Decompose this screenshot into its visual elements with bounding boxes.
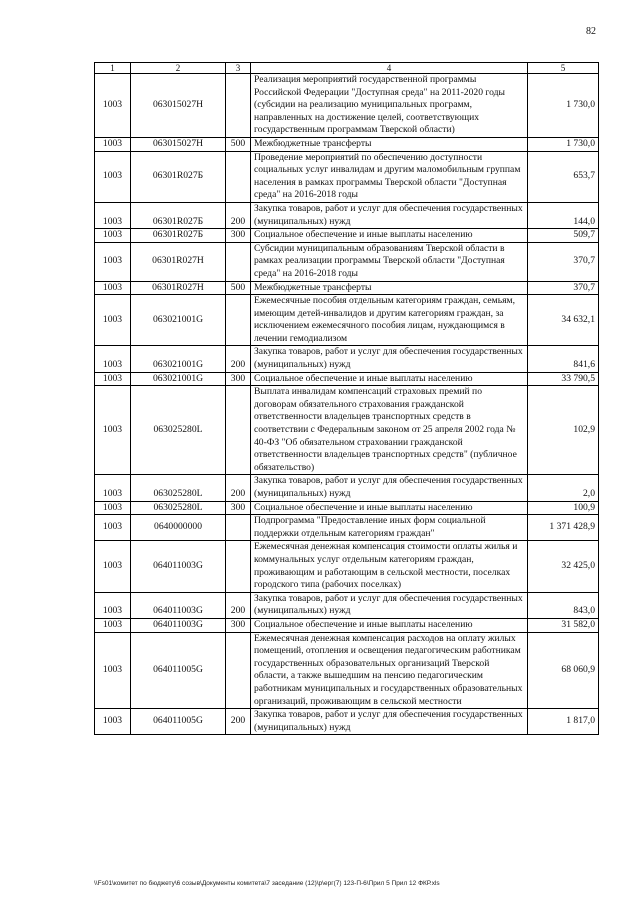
target-article-code: 06301R027Б [131, 202, 226, 228]
expense-amount: 31 582,0 [528, 618, 599, 632]
expense-description: Социальное обеспечение и иные выплаты населению [251, 618, 528, 632]
target-article-code: 064011003G [131, 592, 226, 618]
section-code: 1003 [95, 202, 131, 228]
section-code: 1003 [95, 618, 131, 632]
section-code: 1003 [95, 151, 131, 202]
table-row [95, 229, 599, 243]
expense-type-code [226, 541, 251, 592]
expense-type-code [226, 151, 251, 202]
target-article-code: 063021001G [131, 346, 226, 372]
expense-type-code [226, 386, 251, 475]
expense-description: Закупка товаров, работ и услуг для обеспечения государственных (муниципальных) нужд [251, 592, 528, 618]
expense-type-code [226, 74, 251, 138]
expense-type-code: 300 [226, 372, 251, 386]
expense-description: Выплата инвалидам компенсаций страховых премий по договорам обязательного страхования гражданской ответственности владельцев транспортных средств в соответствии с Федеральным законом от 25 апреля 2002 года № 40-ФЗ "Об обязательном страховании гражданской ответственности владельцев транспортных средств" (публичное обязательство) [251, 386, 528, 475]
expense-type-code [226, 242, 251, 281]
table-row [95, 501, 599, 515]
page-number: 82 [586, 26, 596, 37]
table-row [95, 137, 599, 151]
column-header: 4 [251, 63, 528, 74]
section-code: 1003 [95, 386, 131, 475]
expense-description: Закупка товаров, работ и услуг для обеспечения государственных (муниципальных) нужд [251, 475, 528, 501]
column-header: 3 [226, 63, 251, 74]
expense-amount: 68 060,9 [528, 632, 599, 709]
expense-description: Социальное обеспечение и иные выплаты населению [251, 229, 528, 243]
section-code: 1003 [95, 372, 131, 386]
section-code: 1003 [95, 281, 131, 295]
table-row [95, 632, 599, 709]
expense-description: Межбюджетные трансферты [251, 281, 528, 295]
budget-table [94, 62, 599, 735]
table-header-row [95, 63, 599, 74]
column-header: 5 [528, 63, 599, 74]
table-row [95, 295, 599, 346]
target-article-code: 063025280L [131, 386, 226, 475]
target-article-code: 063015027Н [131, 137, 226, 151]
target-article-code: 06301R027Н [131, 242, 226, 281]
expense-amount: 370,7 [528, 242, 599, 281]
expense-type-code [226, 515, 251, 541]
expense-description: Ежемесячная денежная компенсация стоимости оплаты жилья и коммунальных услуг отдельным категориям граждан, проживающим и работающим в сельской местности, поселках городского типа (рабочих поселках) [251, 541, 528, 592]
target-article-code: 063025280L [131, 475, 226, 501]
expense-amount: 100,9 [528, 501, 599, 515]
expense-type-code: 300 [226, 618, 251, 632]
section-code: 1003 [95, 295, 131, 346]
expense-amount: 653,7 [528, 151, 599, 202]
column-header: 1 [95, 63, 131, 74]
expense-amount: 144,0 [528, 202, 599, 228]
section-code: 1003 [95, 346, 131, 372]
table-row [95, 541, 599, 592]
target-article-code: 0640000000 [131, 515, 226, 541]
target-article-code: 063015027Н [131, 74, 226, 138]
expense-amount: 1 730,0 [528, 74, 599, 138]
table-row [95, 592, 599, 618]
section-code: 1003 [95, 709, 131, 735]
target-article-code: 06301R027Б [131, 151, 226, 202]
table-row [95, 346, 599, 372]
expense-type-code: 200 [226, 592, 251, 618]
target-article-code: 064011005G [131, 709, 226, 735]
table-row [95, 74, 599, 138]
section-code: 1003 [95, 74, 131, 138]
table-row [95, 281, 599, 295]
expense-description: Ежемесячная денежная компенсация расходов на оплату жилых помещений, отопления и освещения педагогическим работникам государственных образовательных организаций Тверской области, а также вышедшим на пенсию педагогическим работникам муниципальных и государственных образовательных организаций, проживающим в сельской местности [251, 632, 528, 709]
expense-description: Ежемесячные пособия отдельным категориям граждан, семьям, имеющим детей-инвалидов и другим категориям граждан, за исключением ежемесячного пособия лицам, нуждающимся в лечении гемодиализом [251, 295, 528, 346]
expense-type-code: 200 [226, 709, 251, 735]
target-article-code: 064011003G [131, 618, 226, 632]
section-code: 1003 [95, 501, 131, 515]
expense-description: Подпрограмма "Предоставление иных форм социальной поддержки отдельным категориям граждан" [251, 515, 528, 541]
expense-amount: 102,9 [528, 386, 599, 475]
table-row [95, 386, 599, 475]
target-article-code: 064011003G [131, 541, 226, 592]
expense-amount: 32 425,0 [528, 541, 599, 592]
target-article-code: 06301R027Б [131, 229, 226, 243]
expense-type-code [226, 632, 251, 709]
expense-type-code: 500 [226, 137, 251, 151]
table-row [95, 618, 599, 632]
section-code: 1003 [95, 229, 131, 243]
section-code: 1003 [95, 592, 131, 618]
table-row [95, 202, 599, 228]
target-article-code: 064011005G [131, 632, 226, 709]
expense-description: Закупка товаров, работ и услуг для обеспечения государственных (муниципальных) нужд [251, 202, 528, 228]
expense-description: Закупка товаров, работ и услуг для обеспечения государственных (муниципальных) нужд [251, 346, 528, 372]
expense-amount: 509,7 [528, 229, 599, 243]
expense-amount: 33 790,5 [528, 372, 599, 386]
expense-amount: 2,0 [528, 475, 599, 501]
target-article-code: 063021001G [131, 295, 226, 346]
expense-type-code: 300 [226, 501, 251, 515]
expense-type-code: 500 [226, 281, 251, 295]
target-article-code: 063025280L [131, 501, 226, 515]
section-code: 1003 [95, 242, 131, 281]
expense-description: Межбюджетные трансферты [251, 137, 528, 151]
expense-type-code [226, 295, 251, 346]
section-code: 1003 [95, 137, 131, 151]
target-article-code: 06301R027Н [131, 281, 226, 295]
expense-description: Социальное обеспечение и иные выплаты населению [251, 501, 528, 515]
table-row [95, 242, 599, 281]
expense-description: Социальное обеспечение и иные выплаты населению [251, 372, 528, 386]
expense-amount: 34 632,1 [528, 295, 599, 346]
expense-description: Закупка товаров, работ и услуг для обеспечения государственных (муниципальных) нужд [251, 709, 528, 735]
section-code: 1003 [95, 632, 131, 709]
expense-type-code: 200 [226, 475, 251, 501]
expense-amount: 1 817,0 [528, 709, 599, 735]
expense-amount: 1 371 428,9 [528, 515, 599, 541]
expense-type-code: 200 [226, 346, 251, 372]
table-row [95, 515, 599, 541]
expense-type-code: 200 [226, 202, 251, 228]
expense-amount: 370,7 [528, 281, 599, 295]
table-row [95, 709, 599, 735]
expense-amount: 1 730,0 [528, 137, 599, 151]
expense-amount: 843,0 [528, 592, 599, 618]
section-code: 1003 [95, 475, 131, 501]
table-row [95, 475, 599, 501]
expense-type-code: 300 [226, 229, 251, 243]
section-code: 1003 [95, 541, 131, 592]
target-article-code: 063021001G [131, 372, 226, 386]
table-row [95, 151, 599, 202]
table-row [95, 372, 599, 386]
section-code: 1003 [95, 515, 131, 541]
file-path-footer: \\Fs01\комитет по бюджету\6 созыв\Документы комитета\7 заседание (12)\р\ерг(7) 123-П-6\Прил 5 Прил 12 ФКР.xls [94, 880, 440, 887]
expense-description: Проведение мероприятий по обеспечению доступности социальных услуг инвалидам и другим маломобильным группам населения в рамках программы Тверской области "Доступная среда" на 2016-2018 годы [251, 151, 528, 202]
expense-description: Субсидии муниципальным образованиям Тверской области в рамках реализации программы Тверской области "Доступная среда" на 2016-2018 годы [251, 242, 528, 281]
expense-amount: 841,6 [528, 346, 599, 372]
expense-description: Реализация мероприятий государственной программы Российской Федерации "Доступная среда" на 2011-2020 годы (субсидии на реализацию муниципальных программ, направленных на достижение целей, соответствующих государственным программам Тверской области) [251, 74, 528, 138]
column-header: 2 [131, 63, 226, 74]
